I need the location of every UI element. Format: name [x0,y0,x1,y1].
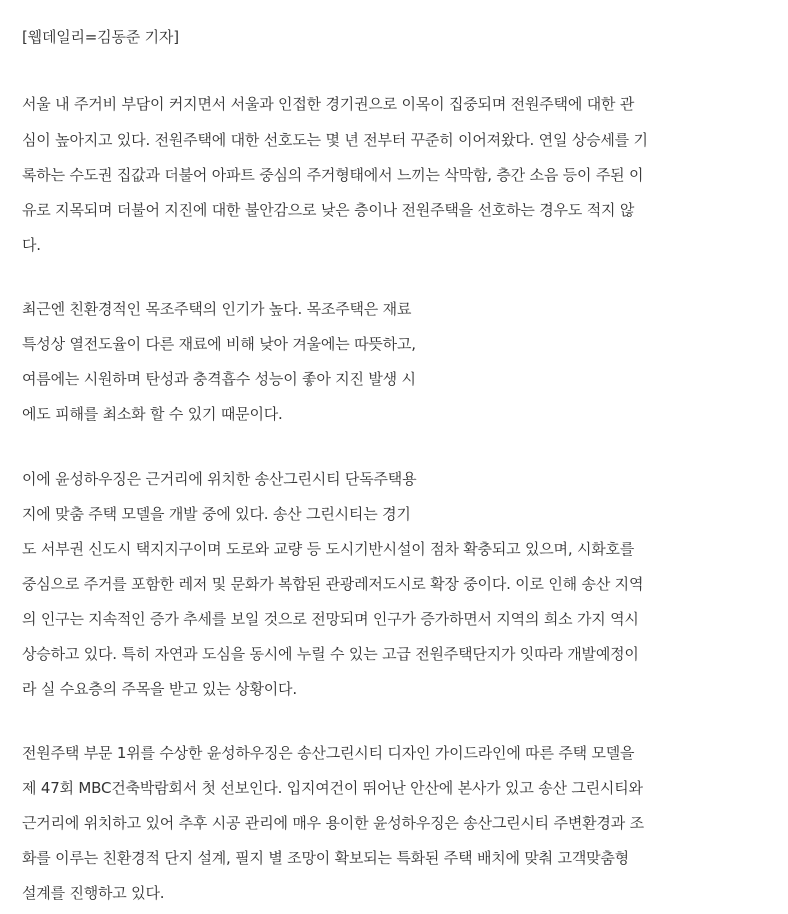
paragraph-line: 근거리에 위치하고 있어 추후 시공 관리에 매우 용이한 윤성하우징은 송산그린시티 주변환경과 조 [22,814,644,832]
paragraph-line: 중심으로 주거를 포함한 레저 및 문화가 복합된 관광레저도시로 확장 중이다. 이로 인해 송산 지역 [22,575,644,593]
paragraph-line: 도 서부권 신도시 택지지구이며 도로와 교량 등 도시기반시설이 점차 확충되고 있으며, 시화호를 [22,540,635,558]
paragraph-line: 최근엔 친환경적인 목조주택의 인기가 높다. 목조주택은 재료 [22,300,412,318]
paragraph-line: 설계를 진행하고 있다. [22,884,165,902]
paragraph-line: 유로 지목되며 더불어 지진에 대한 불안감으로 낮은 층이나 전원주택을 선호하는 경우도 적지 않 [22,201,635,219]
paragraph-line: 서울 내 주거비 부담이 커지면서 서울과 인접한 경기권으로 이목이 집중되며 전원주택에 대한 관 [22,95,635,113]
paragraph-line: 지에 맞춤 주택 모델을 개발 중에 있다. 송산 그린시티는 경기 [22,505,411,523]
paragraph-line: 라 실 수요층의 주목을 받고 있는 상황이다. [22,680,297,698]
paragraph-line: 상승하고 있다. 특히 자연과 도심을 동시에 누릴 수 있는 고급 전원주택단지가 잇따라 개발예정이 [22,645,639,663]
paragraph-line: 특성상 열전도율이 다른 재료에 비해 낮아 겨울에는 따뜻하고, [22,335,416,353]
paragraph-line: 다. [22,236,41,254]
paragraph-line: 전원주택 부문 1위를 수상한 윤성하우징은 송산그린시티 디자인 가이드라인에 따른 주택 모델을 [22,744,635,762]
paragraph-line: 록하는 수도권 집값과 더불어 아파트 중심의 주거형태에서 느끼는 삭막함, 층간 소음 등이 주된 이 [22,166,644,184]
paragraph-line: 에도 피해를 최소화 할 수 있기 때문이다. [22,405,283,423]
paragraph-line: 화를 이루는 친환경적 단지 설계, 필지 별 조망이 확보되는 특화된 주택 배치에 맞춰 고객맞춤형 [22,849,629,867]
paragraph-line: 심이 높아지고 있다. 전원주택에 대한 선호도는 몇 년 전부터 꾸준히 이어져왔다. 연일 상승세를 기 [22,131,648,149]
byline: [웹데일리=김동준 기자] [22,28,179,46]
paragraph-line: 제 47회 MBC건축박람회서 첫 선보인다. 입지여건이 뛰어난 안산에 본사가 있고 송산 그린시티와 [22,779,643,797]
paragraph-line: 이에 윤성하우징은 근거리에 위치한 송산그린시티 단독주택용 [22,470,417,488]
paragraph-line: 여름에는 시원하며 탄성과 충격흡수 성능이 좋아 지진 발생 시 [22,370,416,388]
paragraph-line: 의 인구는 지속적인 증가 추세를 보일 것으로 전망되며 인구가 증가하면서 지역의 희소 가지 역시 [22,610,639,628]
